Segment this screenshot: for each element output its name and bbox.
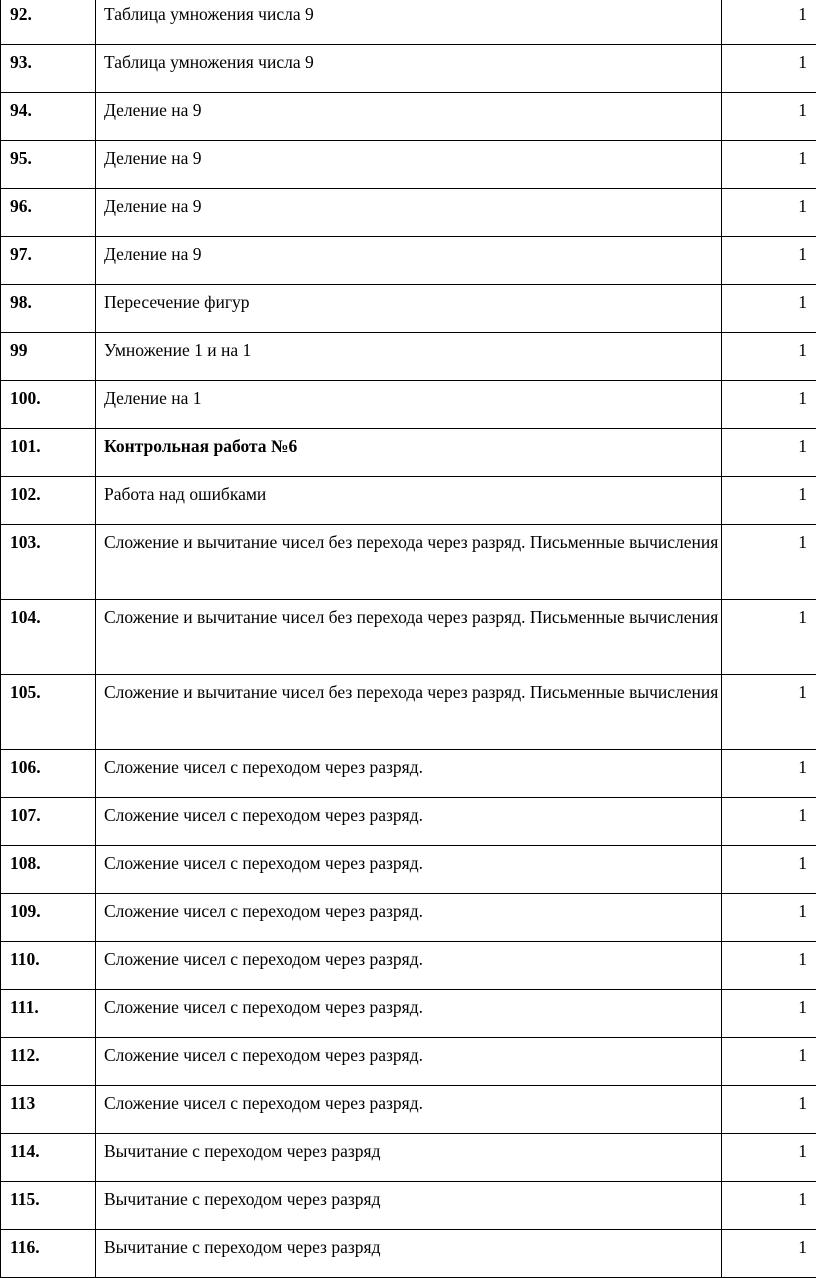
table-row bbox=[1, 990, 816, 1038]
lesson-number: 100. bbox=[1, 381, 96, 429]
lesson-hours: 1 bbox=[722, 846, 816, 894]
table-row bbox=[1, 1038, 816, 1086]
lesson-topic: Вычитание с переходом через разряд bbox=[96, 1134, 722, 1182]
table-row bbox=[1, 237, 816, 285]
lesson-topic: Вычитание с переходом через разряд bbox=[96, 1230, 722, 1278]
lesson-hours: 1 bbox=[722, 798, 816, 846]
lesson-number: 103. bbox=[1, 525, 96, 600]
lesson-hours: 1 bbox=[722, 1230, 816, 1278]
lesson-topic: Сложение чисел с переходом через разряд. bbox=[96, 750, 722, 798]
lesson-hours: 1 bbox=[722, 237, 816, 285]
lesson-topic: Сложение и вычитание чисел без перехода через разряд. Письменные вычисления bbox=[96, 525, 722, 600]
lesson-number: 106. bbox=[1, 750, 96, 798]
lesson-topic: Деление на 1 bbox=[96, 381, 722, 429]
lesson-number: 109. bbox=[1, 894, 96, 942]
table-row bbox=[1, 477, 816, 525]
lesson-number: 105. bbox=[1, 675, 96, 750]
table-row bbox=[1, 798, 816, 846]
lesson-topic: Сложение и вычитание чисел без перехода через разряд. Письменные вычисления bbox=[96, 675, 722, 750]
lesson-hours: 1 bbox=[722, 942, 816, 990]
lesson-number: 112. bbox=[1, 1038, 96, 1086]
lesson-hours: 1 bbox=[722, 189, 816, 237]
lesson-hours: 1 bbox=[722, 381, 816, 429]
lesson-number: 92. bbox=[1, 0, 96, 45]
lesson-topic: Сложение чисел с переходом через разряд. bbox=[96, 942, 722, 990]
lesson-number: 110. bbox=[1, 942, 96, 990]
lesson-hours: 1 bbox=[722, 477, 816, 525]
table-row bbox=[1, 1182, 816, 1230]
lesson-topic: Деление на 9 bbox=[96, 237, 722, 285]
lesson-hours: 1 bbox=[722, 894, 816, 942]
lesson-hours: 1 bbox=[722, 1182, 816, 1230]
lesson-number: 108. bbox=[1, 846, 96, 894]
lesson-topic: Умножение 1 и на 1 bbox=[96, 333, 722, 381]
lesson-topic: Сложение чисел с переходом через разряд. bbox=[96, 798, 722, 846]
lesson-topic: Сложение чисел с переходом через разряд. bbox=[96, 1086, 722, 1134]
lesson-hours: 1 bbox=[722, 45, 816, 93]
table-row bbox=[1, 846, 816, 894]
lesson-number: 111. bbox=[1, 990, 96, 1038]
lesson-hours: 1 bbox=[722, 1134, 816, 1182]
lesson-hours: 1 bbox=[722, 429, 816, 477]
table-row bbox=[1, 525, 816, 600]
table-row bbox=[1, 45, 816, 93]
lesson-number: 97. bbox=[1, 237, 96, 285]
lesson-hours: 1 bbox=[722, 333, 816, 381]
lesson-topic: Сложение чисел с переходом через разряд. bbox=[96, 846, 722, 894]
lesson-number: 98. bbox=[1, 285, 96, 333]
lesson-hours: 1 bbox=[722, 1038, 816, 1086]
lesson-topic: Вычитание с переходом через разряд bbox=[96, 1182, 722, 1230]
table-row bbox=[1, 0, 816, 45]
lesson-hours: 1 bbox=[722, 750, 816, 798]
table-row bbox=[1, 333, 816, 381]
table-row bbox=[1, 1134, 816, 1182]
table-row bbox=[1, 381, 816, 429]
table-row bbox=[1, 675, 816, 750]
lesson-hours: 1 bbox=[722, 0, 816, 45]
lesson-number: 99 bbox=[1, 333, 96, 381]
lesson-hours: 1 bbox=[722, 675, 816, 750]
lesson-topic: Таблица умножения числа 9 bbox=[96, 45, 722, 93]
lesson-hours: 1 bbox=[722, 1086, 816, 1134]
lesson-hours: 1 bbox=[722, 990, 816, 1038]
table-row bbox=[1, 93, 816, 141]
lesson-topic: Деление на 9 bbox=[96, 93, 722, 141]
lesson-hours: 1 bbox=[722, 285, 816, 333]
lesson-hours: 1 bbox=[722, 141, 816, 189]
lesson-number: 115. bbox=[1, 1182, 96, 1230]
lesson-number: 113 bbox=[1, 1086, 96, 1134]
lesson-topic: Сложение чисел с переходом через разряд. bbox=[96, 1038, 722, 1086]
lesson-topic: Сложение чисел с переходом через разряд. bbox=[96, 990, 722, 1038]
lesson-number: 107. bbox=[1, 798, 96, 846]
lesson-hours: 1 bbox=[722, 93, 816, 141]
lesson-number: 96. bbox=[1, 189, 96, 237]
lesson-topic: Контрольная работа №6 bbox=[96, 429, 722, 477]
lesson-topic: Таблица умножения числа 9 bbox=[96, 0, 722, 45]
table-row bbox=[1, 429, 816, 477]
lesson-topic: Пересечение фигур bbox=[96, 285, 722, 333]
table-row bbox=[1, 894, 816, 942]
table-row bbox=[1, 750, 816, 798]
lesson-number: 114. bbox=[1, 1134, 96, 1182]
table-row bbox=[1, 942, 816, 990]
table-row bbox=[1, 600, 816, 675]
lesson-number: 93. bbox=[1, 45, 96, 93]
lesson-topic: Деление на 9 bbox=[96, 189, 722, 237]
lesson-number: 94. bbox=[1, 93, 96, 141]
lesson-number: 104. bbox=[1, 600, 96, 675]
lesson-topic: Работа над ошибками bbox=[96, 477, 722, 525]
table-body bbox=[1, 0, 816, 1278]
table-row bbox=[1, 285, 816, 333]
lesson-number: 102. bbox=[1, 477, 96, 525]
table-row bbox=[1, 1230, 816, 1278]
lesson-number: 95. bbox=[1, 141, 96, 189]
table-row bbox=[1, 141, 816, 189]
lesson-number: 101. bbox=[1, 429, 96, 477]
table-row bbox=[1, 1086, 816, 1134]
lesson-topic: Сложение чисел с переходом через разряд. bbox=[96, 894, 722, 942]
lesson-topic: Сложение и вычитание чисел без перехода через разряд. Письменные вычисления bbox=[96, 600, 722, 675]
lesson-topic: Деление на 9 bbox=[96, 141, 722, 189]
lesson-hours: 1 bbox=[722, 525, 816, 600]
lesson-hours: 1 bbox=[722, 600, 816, 675]
lesson-number: 116. bbox=[1, 1230, 96, 1278]
table-row bbox=[1, 189, 816, 237]
